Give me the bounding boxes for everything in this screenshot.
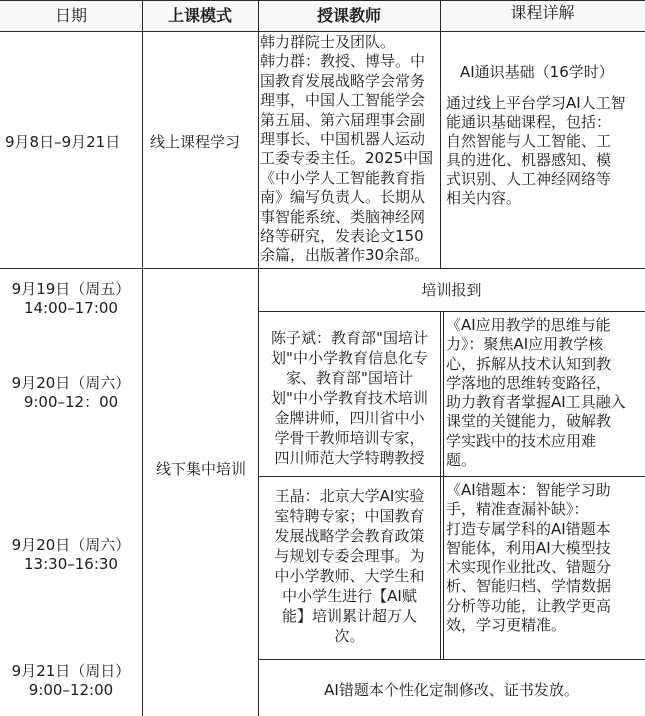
rule-session2-bottom bbox=[258, 476, 645, 477]
online-mode: 线上课程学习 bbox=[150, 133, 241, 151]
rule-col-teacher-top bbox=[440, 0, 441, 269]
online-teacher: 韩力群院士及团队。 韩力群：教授、博导。中 国教育发展战略学会常务 理事，中国人工智能学会 第五届、第六届理事会副 理事长、中国机器人运动 工委专委主任。2025中国 《中小学人工智能教育指 南》编写负责人。长期从 事智能系统、类脑神经网 络等研究，发表论文150 余篇，出版著作30余部。 bbox=[260, 33, 434, 265]
checkin-label: 培训报到 bbox=[421, 281, 482, 299]
header-details: 课程详解 bbox=[510, 3, 575, 22]
rule-col-teacher-inner bbox=[443, 311, 444, 660]
offline-mode: 线下集中培训 bbox=[156, 460, 247, 478]
online-detail-body: 通过线上平台学习AI人工智 能通识基础课程，包括： 自然智能与人工智能、工 具的进化、机器感知、模 式识别、人工神经网络等 相关内容。 bbox=[446, 94, 626, 207]
rule-checkin-bottom bbox=[258, 311, 645, 312]
detail-session-3: 《AI错题本：智能学习助 手，精准查漏补缺》： 打造专属学科的AI错题本 智能体，利用AI大模型技 术实现作业批改、错题分 析、智能归档、学情数据 分析等功能，让教学更高 效，学习更精准。 bbox=[446, 481, 612, 635]
teacher-session-3: 王晶：北京大学AI实验 室特聘专家；中国教育 发展战略学会教育政策 与规划专委会理事。为 中小学教师、大学生和 中小学生进行【AI赋 能】培训累计超万人 次。 bbox=[274, 487, 425, 645]
online-detail-title: AI通识基础（16学时） bbox=[460, 63, 614, 81]
date-session-2: 9月20日（周六） 9:00–12：00 bbox=[11, 374, 131, 411]
date-session-1: 9月19日（周五） 14:00–17:00 bbox=[11, 280, 131, 317]
teacher-session-2: 陈子斌：教育部"国培计 划"中小学教育信息化专 家、教育部"国培计 划"中小学教育技术培训 金牌讲师，四川省中小 学骨干教师培训专家， 四川师范大学特聘教授 bbox=[271, 329, 428, 467]
rule-online-bottom bbox=[0, 268, 645, 269]
rule-header-bottom bbox=[0, 31, 645, 32]
rule-top bbox=[0, 0, 645, 1]
date-session-4: 9月21日（周日） 9:00–12:00 bbox=[11, 662, 131, 699]
rule-col-teacher-bottom bbox=[440, 311, 441, 660]
closing-text: AI错题本个性化定制修改、证书发放。 bbox=[324, 681, 579, 699]
online-date: 9月8日–9月21日 bbox=[5, 133, 121, 151]
rule-col-date bbox=[142, 0, 143, 716]
rule-session3-bottom bbox=[258, 659, 645, 660]
header-teacher: 授课教师 bbox=[316, 6, 381, 25]
date-session-3: 9月20日（周六） 13:30–16:30 bbox=[11, 536, 131, 573]
detail-session-2: 《AI应用教学的思维与能 力》：聚焦AI应用教学核 心，拆解从技术认知到教 学落地的思维转变路径， 助力教育者掌握AI工具融入 课堂的关键能力，破解教 学实践中的技术应用难 题。 bbox=[446, 316, 626, 470]
header-mode: 上课模式 bbox=[167, 6, 232, 25]
header-date: 日期 bbox=[54, 6, 87, 25]
